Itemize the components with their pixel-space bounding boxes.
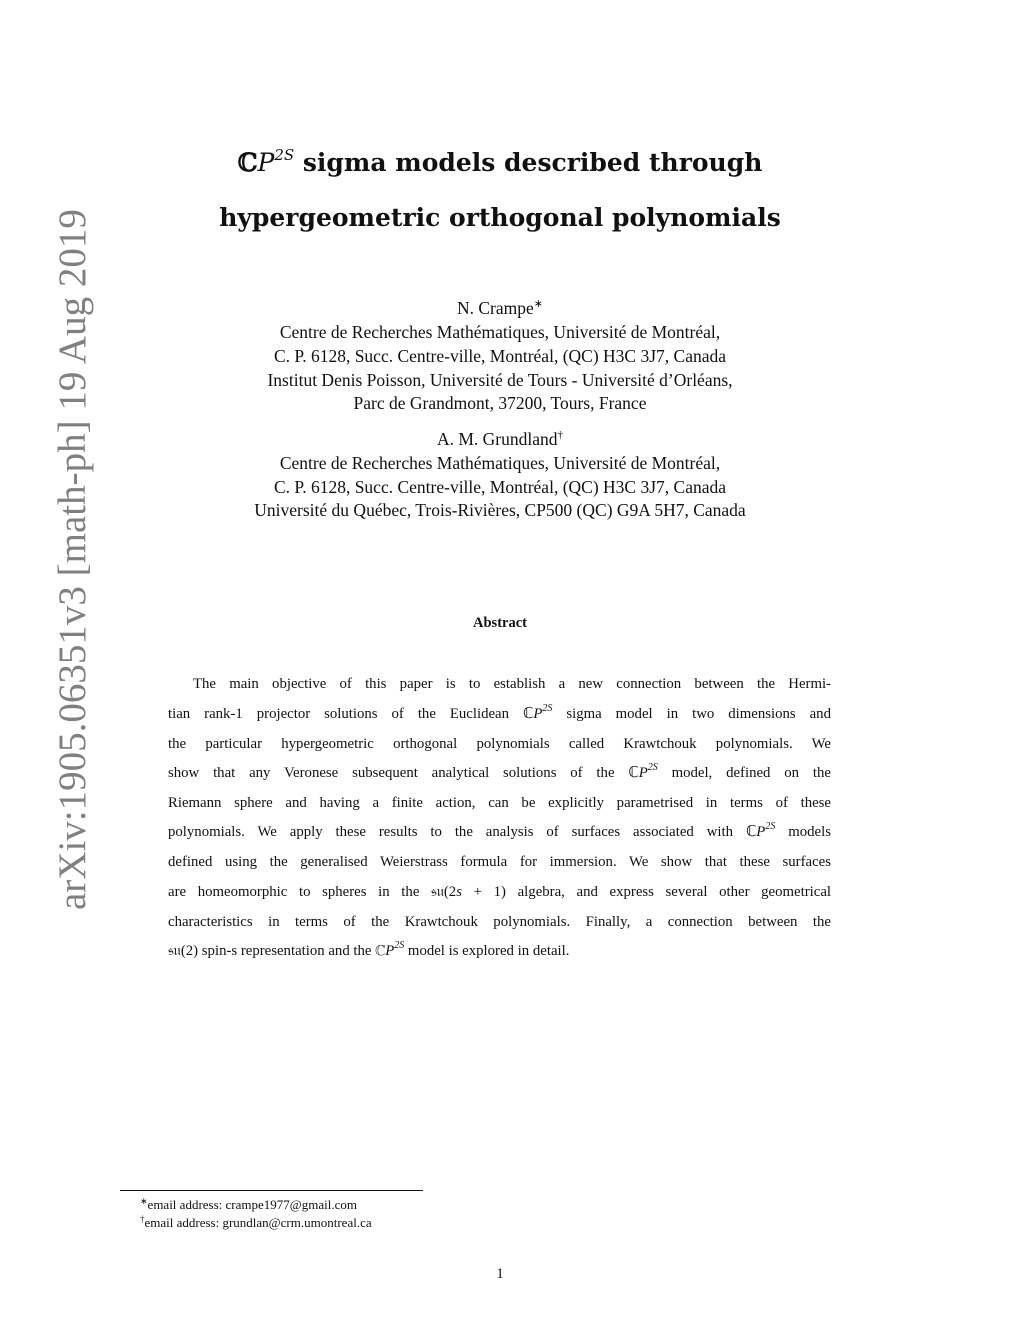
cp-symbol: ℂP$^{2S}$ — [237, 146, 295, 177]
affiliation-line: Institut Denis Poisson, Université de Tours - Université d’Orléans, — [267, 370, 733, 390]
page-number: 1 — [496, 1266, 504, 1282]
cp-symbol: ℂP$^{2S}$ — [522, 703, 553, 722]
affiliation-line: Parc de Grandmont, 37200, Tours, France — [353, 393, 647, 413]
abstract-line: characteristics in terms of the Krawtchouk polynomials. Finally, a connection between the — [168, 914, 831, 930]
cp-symbol: ℂP$^{2S}$ — [628, 762, 658, 781]
footnote-rule — [120, 1190, 423, 1191]
author-name: N. Crampe∗ — [456, 298, 543, 318]
abstract-line: show that any Veronese subsequent analytical solutions of the ℂP$^{2S}$ model, defined on the — [168, 762, 831, 781]
abstract-line: the particular hypergeometric orthogonal polynomials called Krawtchouk polynomials. We — [168, 736, 831, 752]
author-name: A. M. Grundland† — [436, 429, 564, 449]
affiliation-line: C. P. 6128, Succ. Centre-ville, Montréal, (QC) H3C 3J7, Canada — [273, 477, 727, 497]
abstract-line: The main objective of this paper is to establish a new connection between the Hermi- — [193, 676, 831, 692]
abstract-line: polynomials. We apply these results to the analysis of surfaces associated with ℂP$^{2S}$ models — [168, 821, 831, 840]
cp-symbol: ℂP$^{2S}$ — [745, 821, 776, 840]
cp-symbol: ℂP$^{2S}$ — [375, 940, 405, 959]
abstract-line: are homeomorphic to spheres in the 𝔰𝔲(2s + 1) algebra, and express several other geometrical — [168, 884, 831, 900]
footnote: ∗email address: crampe1977@gmail.com — [140, 1196, 357, 1212]
affiliation-line: Université du Québec, Trois-Rivières, CP500 (QC) G9A 5H7, Canada — [254, 500, 746, 520]
abstract-line: defined using the generalised Weierstrass formula for immersion. We show that these surfaces — [168, 854, 831, 870]
paper-title-line-1 — [150, 148, 850, 178]
affiliation-line: C. P. 6128, Succ. Centre-ville, Montréal, (QC) H3C 3J7, Canada — [273, 346, 727, 366]
arxiv-identifier-stamp — [46, 209, 100, 910]
abstract-line: 𝔰𝔲(2) spin-s representation and the ℂP$^{2S}$ model is explored in detail. — [168, 940, 570, 959]
title-line-1-text: sigma models described through — [294, 148, 763, 177]
abstract-heading: Abstract — [473, 615, 527, 631]
footnote: †email address: grundlan@crm.umontreal.ca — [140, 1214, 372, 1230]
arxiv-identifier: arXiv:1905.06351v3 [math-ph] 19 Aug 2019 — [51, 209, 94, 910]
abstract-line: tian rank-1 projector solutions of the Euclidean ℂP$^{2S}$ sigma model in two dimensions and — [168, 703, 831, 722]
abstract-line: Riemann sphere and having a finite action, can be explicitly parametrised in terms of these — [168, 795, 831, 811]
affiliation-line: Centre de Recherches Mathématiques, Université de Montréal, — [279, 322, 721, 342]
paper-title-line-2: hypergeometric orthogonal polynomials — [219, 203, 781, 232]
affiliation-line: Centre de Recherches Mathématiques, Université de Montréal, — [279, 453, 721, 473]
